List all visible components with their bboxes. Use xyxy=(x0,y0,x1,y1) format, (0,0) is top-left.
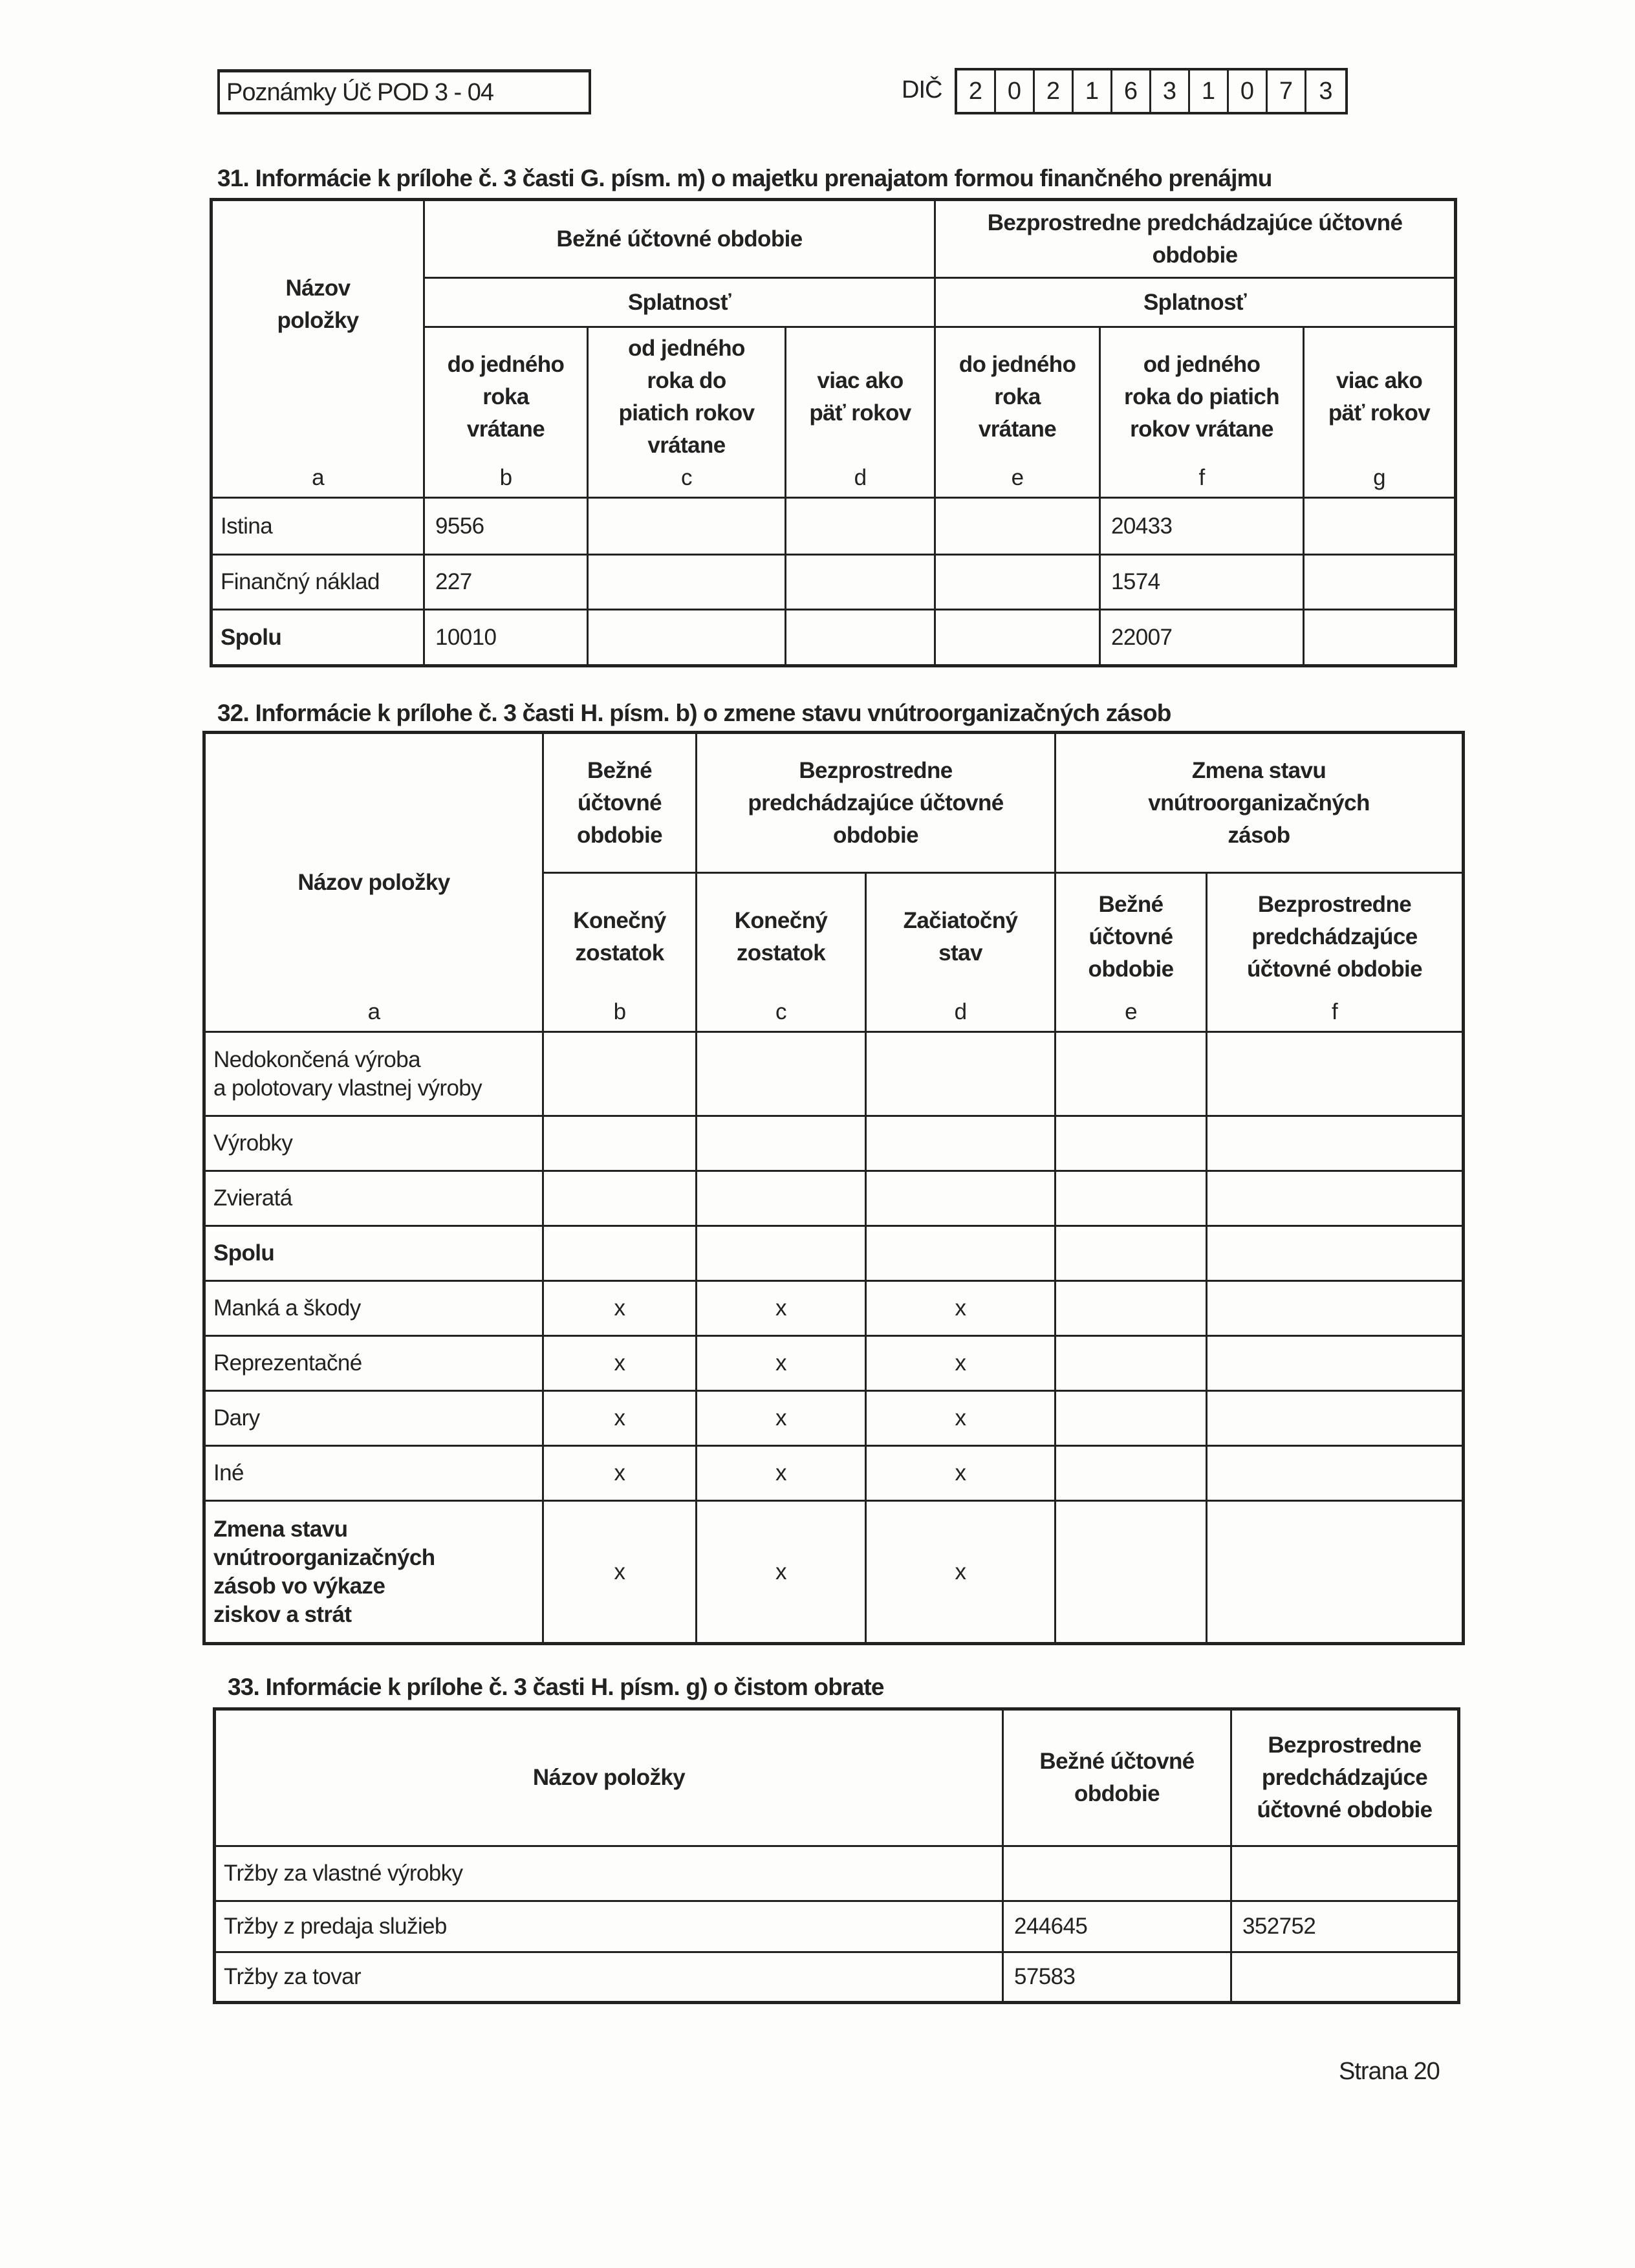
subheader-text: od jedného roka do piatich rokov vrátane xyxy=(618,335,755,458)
table-row xyxy=(204,1391,1464,1446)
column-letter: f xyxy=(1198,465,1205,490)
inventory-change-table xyxy=(202,731,1465,1645)
value-cell xyxy=(1304,555,1456,610)
dic-digit: 1 xyxy=(1190,70,1229,112)
value-cell xyxy=(1207,1281,1464,1336)
header-current-period: Bežné účtovné obdobie xyxy=(424,200,935,278)
column-letter: g xyxy=(1373,465,1385,490)
header-current-period: Bežné účtovné obdobie xyxy=(1003,1709,1231,1846)
subheader-cell xyxy=(866,873,1056,1032)
subheader-text: od jedného roka do piatich rokov vrátane xyxy=(1124,351,1279,442)
row-label: Tržby za tovar xyxy=(215,1952,1003,2003)
value-cell xyxy=(697,1116,866,1171)
subheader-cell xyxy=(786,327,935,498)
subheader-text: viac ako päť rokov xyxy=(809,367,911,426)
table-row xyxy=(204,1226,1464,1281)
dic-digit: 3 xyxy=(1151,70,1190,112)
value-cell xyxy=(935,610,1100,666)
subheader-text: viac ako päť rokov xyxy=(1328,367,1431,426)
column-letter: d xyxy=(954,999,967,1024)
row-label: Spolu xyxy=(204,1226,543,1281)
value-cell xyxy=(1056,1032,1207,1116)
value-cell xyxy=(1056,1116,1207,1171)
value-cell: 244645 xyxy=(1003,1901,1231,1952)
value-cell xyxy=(1231,1952,1459,2003)
row-label: Iné xyxy=(204,1446,543,1501)
value-cell xyxy=(1207,1336,1464,1391)
subheader-text: Bezprostredne predchádzajúce účtovné obdobie xyxy=(1246,891,1422,982)
value-cell xyxy=(866,1171,1056,1226)
finance-lease-table xyxy=(210,198,1457,667)
value-cell xyxy=(1056,1281,1207,1336)
value-cell xyxy=(1056,1336,1207,1391)
value-cell xyxy=(1207,1032,1464,1116)
value-cell xyxy=(1056,1446,1207,1501)
table-row xyxy=(204,1116,1464,1171)
value-cell xyxy=(786,610,935,666)
value-cell xyxy=(1056,1391,1207,1446)
value-cell: x xyxy=(866,1446,1056,1501)
dic-digit: 0 xyxy=(996,70,1035,112)
value-cell xyxy=(1207,1171,1464,1226)
table-row xyxy=(204,1171,1464,1226)
value-cell xyxy=(1304,610,1456,666)
value-cell xyxy=(935,555,1100,610)
net-turnover-table xyxy=(213,1707,1460,2004)
value-cell xyxy=(1207,1391,1464,1446)
subheader-text: Konečný zostatok xyxy=(734,907,828,966)
header-previous-period: Bezprostredne predchádzajúce účtovné obdobie xyxy=(697,733,1056,873)
dic-digit: 2 xyxy=(957,70,996,112)
row-label: Reprezentačné xyxy=(204,1336,543,1391)
value-cell xyxy=(543,1171,697,1226)
value-cell xyxy=(697,1032,866,1116)
value-cell xyxy=(1207,1446,1464,1501)
value-cell xyxy=(935,498,1100,555)
dic-digit-boxes xyxy=(955,68,1348,114)
value-cell: 227 xyxy=(424,555,588,610)
table-row xyxy=(211,555,1456,610)
value-cell: x xyxy=(697,1281,866,1336)
subheader-cell xyxy=(424,327,588,498)
form-label-box xyxy=(217,69,591,114)
value-cell xyxy=(588,498,786,555)
value-cell xyxy=(697,1226,866,1281)
value-cell xyxy=(1207,1226,1464,1281)
section-31-title: 31. Informácie k prílohe č. 3 časti G. písm. m) o majetku prenajatom formou finančného prenájmu xyxy=(217,165,1272,191)
table-row xyxy=(215,1846,1459,1901)
value-cell: 57583 xyxy=(1003,1952,1231,2003)
value-cell: x xyxy=(543,1446,697,1501)
column-letter: a xyxy=(312,465,324,490)
header-text: Názov položky xyxy=(277,275,359,333)
table-row xyxy=(211,498,1456,555)
row-label: Tržby za vlastné výrobky xyxy=(215,1846,1003,1901)
value-cell: 20433 xyxy=(1100,498,1304,555)
table-row xyxy=(204,1501,1464,1644)
value-cell: x xyxy=(543,1501,697,1644)
value-cell xyxy=(866,1226,1056,1281)
subheader-text: Bežné účtovné obdobie xyxy=(1088,891,1174,982)
value-cell xyxy=(1056,1501,1207,1644)
column-letter: c xyxy=(775,999,786,1024)
value-cell xyxy=(1231,1846,1459,1901)
header-maturity-current: Splatnosť xyxy=(424,278,935,327)
dic-digit: 6 xyxy=(1112,70,1151,112)
column-letter: e xyxy=(1011,465,1024,490)
row-label: Istina xyxy=(211,498,424,555)
row-label: Spolu xyxy=(211,610,424,666)
section-33-title: 33. Informácie k prílohe č. 3 časti H. písm. g) o čistom obrate xyxy=(228,1674,884,1700)
header-previous-period: Bezprostredne predchádzajúce účtovné obdobie xyxy=(935,200,1456,278)
value-cell: x xyxy=(697,1501,866,1644)
row-label: Dary xyxy=(204,1391,543,1446)
value-cell xyxy=(866,1116,1056,1171)
value-cell xyxy=(786,555,935,610)
header-item-name: Názov položky xyxy=(215,1709,1003,1846)
dic-digit: 2 xyxy=(1035,70,1074,112)
header-inventory-change: Zmena stavu vnútroorganizačných zásob xyxy=(1056,733,1464,873)
value-cell xyxy=(588,555,786,610)
value-cell xyxy=(1056,1171,1207,1226)
table-row xyxy=(204,1446,1464,1501)
header-text: Názov položky xyxy=(298,869,450,895)
subheader-cell xyxy=(1100,327,1304,498)
subheader-cell xyxy=(543,873,697,1032)
value-cell xyxy=(1056,1226,1207,1281)
value-cell: 22007 xyxy=(1100,610,1304,666)
value-cell: x xyxy=(543,1391,697,1446)
column-letter: c xyxy=(681,465,692,490)
header-item-name xyxy=(211,200,424,498)
value-cell: 10010 xyxy=(424,610,588,666)
value-cell xyxy=(588,610,786,666)
value-cell: x xyxy=(697,1336,866,1391)
subheader-text: do jedného roka vrátane xyxy=(447,351,565,442)
dic-digit: 1 xyxy=(1074,70,1112,112)
subheader-cell xyxy=(1304,327,1456,498)
form-label: Poznámky Úč POD 3 - 04 xyxy=(226,79,494,106)
subheader-text: Konečný zostatok xyxy=(573,907,666,966)
subheader-text: do jedného roka vrátane xyxy=(958,351,1076,442)
subheader-cell xyxy=(588,327,786,498)
value-cell xyxy=(697,1171,866,1226)
row-label: Finančný náklad xyxy=(211,555,424,610)
table-row xyxy=(204,1281,1464,1336)
value-cell: x xyxy=(543,1281,697,1336)
section-32-title: 32. Informácie k prílohe č. 3 časti H. písm. b) o zmene stavu vnútroorganizačných zásob xyxy=(217,700,1171,726)
row-label: Výrobky xyxy=(204,1116,543,1171)
dic-label: DIČ xyxy=(902,76,942,103)
subheader-cell xyxy=(1207,873,1464,1032)
column-letter: e xyxy=(1125,999,1137,1024)
subheader-text: Začiatočný stav xyxy=(903,907,1018,966)
column-letter: a xyxy=(367,999,380,1024)
value-cell xyxy=(1304,498,1456,555)
header-item-name xyxy=(204,733,543,1032)
value-cell xyxy=(543,1226,697,1281)
table-row xyxy=(204,1336,1464,1391)
value-cell xyxy=(1003,1846,1231,1901)
row-label: Nedokončená výroba a polotovary vlastnej výroby xyxy=(204,1032,543,1116)
value-cell: 352752 xyxy=(1231,1901,1459,1952)
value-cell xyxy=(866,1032,1056,1116)
dic-digit: 0 xyxy=(1229,70,1268,112)
value-cell: x xyxy=(866,1281,1056,1336)
dic-digit: 7 xyxy=(1268,70,1306,112)
value-cell: x xyxy=(866,1391,1056,1446)
table-row xyxy=(215,1952,1459,2003)
table-row xyxy=(204,1032,1464,1116)
table-row xyxy=(211,610,1456,666)
header-maturity-previous: Splatnosť xyxy=(935,278,1456,327)
row-label: Zmena stavu vnútroorganizačných zásob vo výkaze ziskov a strát xyxy=(204,1501,543,1644)
row-label: Zvieratá xyxy=(204,1171,543,1226)
table-row xyxy=(215,1901,1459,1952)
value-cell xyxy=(543,1032,697,1116)
value-cell: x xyxy=(543,1336,697,1391)
value-cell xyxy=(786,498,935,555)
column-letter: d xyxy=(854,465,867,490)
row-label: Tržby z predaja služieb xyxy=(215,1901,1003,1952)
header-previous-period: Bezprostredne predchádzajúce účtovné obdobie xyxy=(1231,1709,1459,1846)
value-cell xyxy=(1207,1116,1464,1171)
value-cell: x xyxy=(697,1446,866,1501)
subheader-cell xyxy=(1056,873,1207,1032)
value-cell xyxy=(1207,1501,1464,1644)
value-cell: x xyxy=(866,1501,1056,1644)
value-cell: 1574 xyxy=(1100,555,1304,610)
value-cell xyxy=(543,1116,697,1171)
column-letter: b xyxy=(613,999,626,1024)
page-number: Strana 20 xyxy=(1339,2058,1440,2085)
header-current-period: Bežné účtovné obdobie xyxy=(543,733,697,873)
column-letter: b xyxy=(499,465,512,490)
dic-digit: 3 xyxy=(1319,78,1333,105)
subheader-cell xyxy=(935,327,1100,498)
row-label: Manká a škody xyxy=(204,1281,543,1336)
subheader-cell xyxy=(697,873,866,1032)
column-letter: f xyxy=(1331,999,1338,1024)
value-cell: x xyxy=(697,1391,866,1446)
value-cell: x xyxy=(866,1336,1056,1391)
value-cell: 9556 xyxy=(424,498,588,555)
